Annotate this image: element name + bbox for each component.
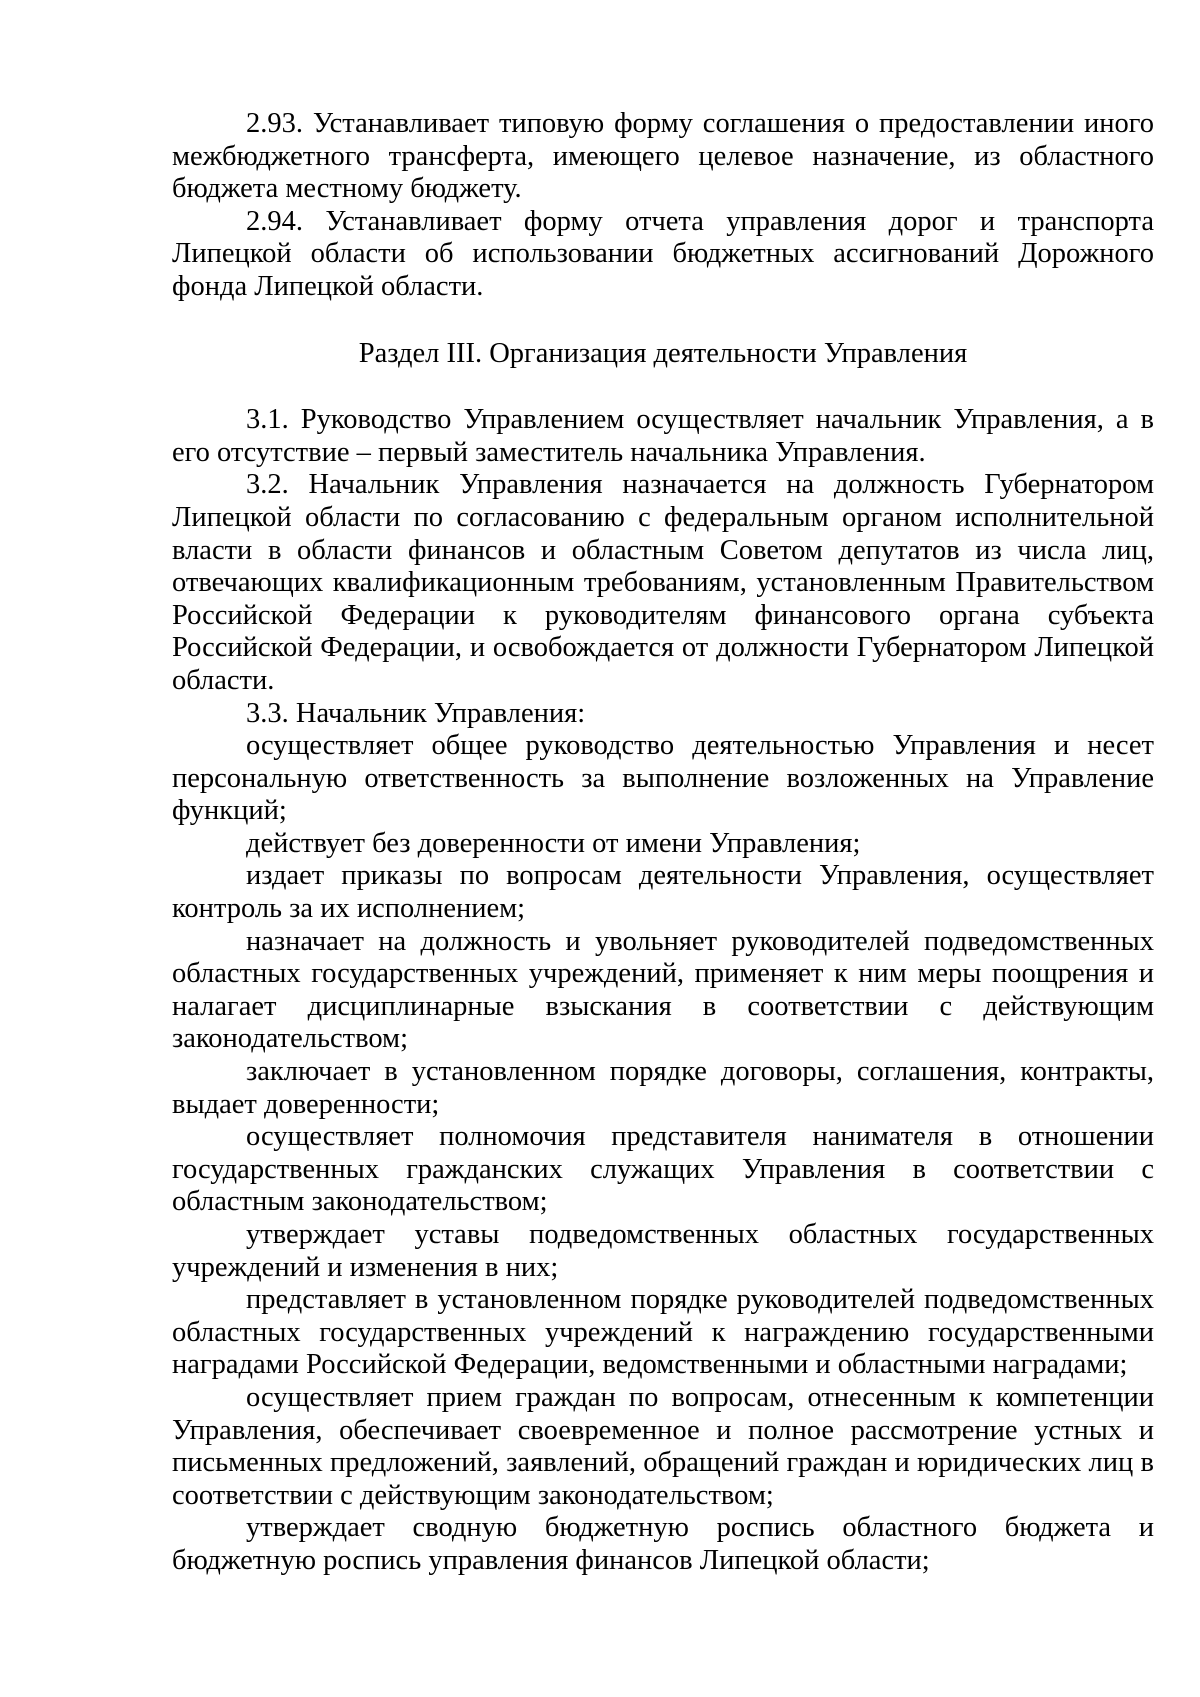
list-item: действует без доверенности от имени Управления; bbox=[246, 827, 861, 859]
list-item: назначает на должность и увольняет руководителей подведомственных областных государственных учреждений, применяет к ним меры поощрения и налагает дисциплинарные взыскания в соответствии с действующим законодательством; bbox=[172, 925, 1154, 1055]
paragraph-2-93: 2.93. Устанавливает типовую форму соглашения о предоставлении иного межбюджетного трансферта, имеющего целевое назначение, из областного бюджета местному бюджету. bbox=[172, 108, 1154, 205]
list-item: осуществляет общее руководство деятельностью Управления и несет персональную ответственность за выполнение возложенных на Управление функций; bbox=[172, 730, 1154, 827]
paragraph-3-3: 3.3. Начальник Управления: bbox=[246, 697, 586, 729]
paragraph-3-2: 3.2. Начальник Управления назначается на должность Губернатором Липецкой области по согласованию с федеральным органом исполнительной власти в области финансов и областным Советом депутатов из числа лиц, отвечающих квалификационным требованиям, установленным Правительством Российской Федерации к руководителям финансового органа субъекта Российской Федерации, и освобождается от должности Губернатором Липецкой области. bbox=[172, 469, 1154, 696]
paragraph-3-1: 3.1. Руководство Управлением осуществляет начальник Управления, а в его отсутствие – первый заместитель начальника Управления. bbox=[172, 404, 1154, 468]
list-item: утверждает сводную бюджетную роспись областного бюджета и бюджетную роспись управления финансов Липецкой области; bbox=[172, 1512, 1154, 1576]
list-item: представляет в установленном порядке руководителей подведомственных областных государственных учреждений к награждению государственными наградами Российской Федерации, ведомственными и областными наградами; bbox=[172, 1284, 1154, 1381]
list-item: утверждает уставы подведомственных областных государственных учреждений и изменения в них; bbox=[172, 1219, 1154, 1283]
document-page bbox=[172, 108, 1154, 1578]
list-item: осуществляет полномочия представителя нанимателя в отношении государственных гражданских служащих Управления в соответствии с областным законодательством; bbox=[172, 1121, 1154, 1218]
list-item: заключает в установленном порядке договоры, соглашения, контракты, выдает доверенности; bbox=[172, 1056, 1154, 1120]
list-item: осуществляет прием граждан по вопросам, отнесенным к компетенции Управления, обеспечивает своевременное и полное рассмотрение устных и письменных предложений, заявлений, обращений граждан и юридических лиц в соответствии с действующим законодательством; bbox=[172, 1381, 1154, 1511]
paragraph-2-94: 2.94. Устанавливает форму отчета управления дорог и транспорта Липецкой области об использовании бюджетных ассигнований Дорожного фонда Липецкой области. bbox=[172, 205, 1154, 302]
section-heading: Раздел III. Организация деятельности Управления bbox=[358, 337, 968, 369]
list-item: издает приказы по вопросам деятельности Управления, осуществляет контроль за их исполнением; bbox=[172, 860, 1154, 925]
